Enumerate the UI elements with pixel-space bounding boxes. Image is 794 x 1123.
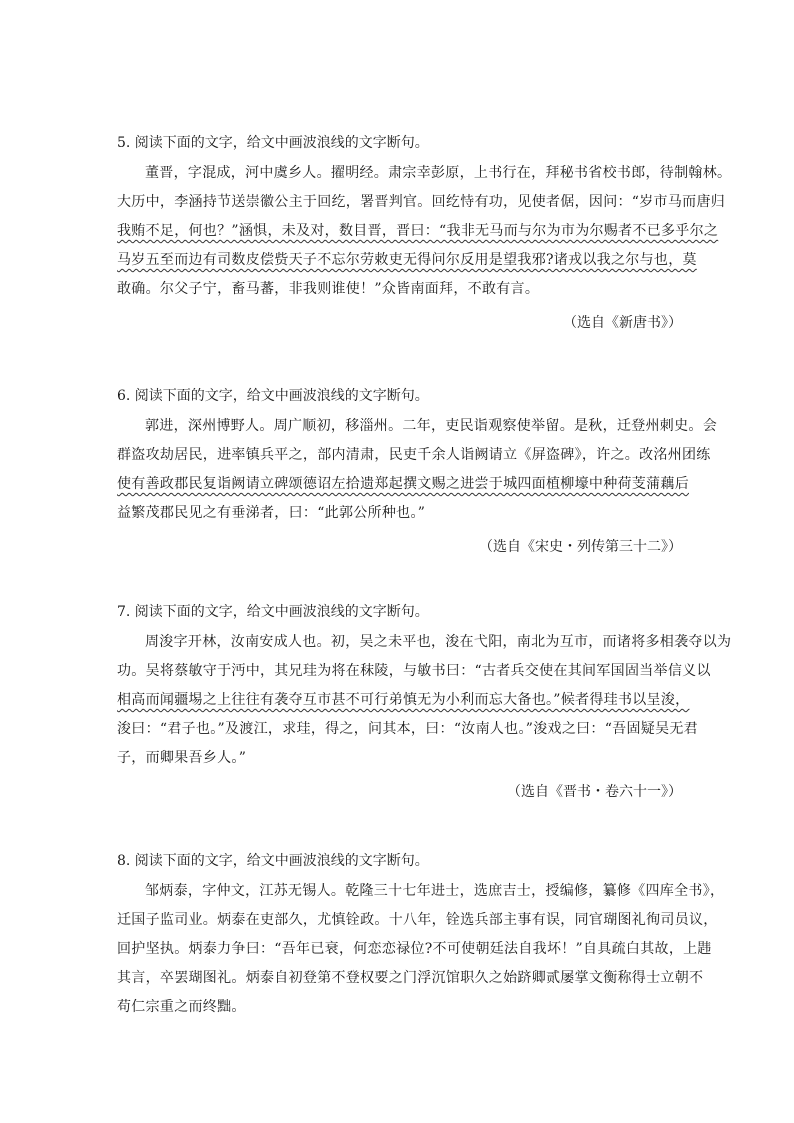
question-5 <box>117 132 732 334</box>
question-7 <box>117 601 732 803</box>
passage-line: 其言，卒罢瑚图礼。炳泰自初登第不登权要之门浮沉馆职久之始跻卿贰屡掌文衡称得士立朝不 <box>117 970 704 986</box>
passage-line: 功。吴将蔡敏守于沔中，其兄珪为将在秣陵，与敏书曰：“古者兵交使在其间军国固当举信义以 <box>117 663 711 679</box>
passage-line: 敢确。尔父子宁，畜马蕃，非我则谁使！”众皆南面拜，不敢有言。 <box>117 281 540 297</box>
passage-line: 迁国子监司业。炳泰在吏部久，尤慎铨政。十八年，铨选兵部主事有误，同官瑚图礼徇司员议， <box>117 912 718 928</box>
question-title: 8. 阅读下面的文字，给文中画波浪线的文字断句。 <box>117 853 429 869</box>
source-citation: （选自《新唐书》） <box>563 315 682 331</box>
passage-line: 大历中，李涵持节送崇徽公主于回纥，署晋判官。回纥恃有功，见使者倨，因问：“岁市马而唐归 <box>117 194 726 210</box>
question-6 <box>117 385 717 558</box>
passage-line: 郭进，深州博野人。周广顺初，移淄州。二年，吏民诣观察使举留。是秋，迁登州刺史。会 <box>145 418 717 434</box>
passage-line: 益繁茂郡民见之有垂涕者，曰：“此郭公所种也。” <box>117 505 426 521</box>
passage-line: 邹炳泰，字仲文，江苏无锡人。乾隆三十七年进士，选庶吉士，授编修，纂修《四库全书》， <box>145 883 725 899</box>
wavy-underlined-line: 相高而闻疆埸之上往往有袭夺互市甚不可行弟慎无为小利而忘大备也。”候者得珪书以呈浚， <box>117 692 690 708</box>
source-citation: （选自《宋史・列传第三十二》） <box>479 539 682 555</box>
question-title: 5. 阅读下面的文字，给文中画波浪线的文字断句。 <box>117 135 429 151</box>
passage-line: 浚曰：“君子也。”及渡江，求珪，得之，问其本，曰：“汝南人也。”浚戏之曰：“吾固疑吴无君 <box>117 721 698 737</box>
source-citation: （选自《晋书・卷六十一》） <box>507 784 682 800</box>
wavy-underlined-line: 使有善政郡民复诣阙请立碑颂德诏左拾遗郑起撰文赐之进尝于城四面植柳壕中种荷芰蒲藕后 <box>117 476 689 492</box>
wavy-underlined-line: 马岁五至而边有司数皮偿赀天子不忘尔劳敕吏无得问尔反用是望我邪?诸戎以我之尔与也，莫 <box>117 252 697 268</box>
passage-line: 周浚字开林，汝南安成人也。初，吴之未平也，浚在弋阳，南北为互市，而诸将多相袭夺以为 <box>145 634 732 650</box>
question-title: 6. 阅读下面的文字，给文中画波浪线的文字断句。 <box>117 388 429 404</box>
passage-line: 董晋，字混成，河中虞乡人。擢明经。肃宗幸彭原，上书行在，拜秘书省校书郎，待制翰林。 <box>145 165 732 181</box>
passage-line: 群盗攻劫居民，进率镇兵平之，部内清肃，民吏千余人诣阙请立《屏盗碑》，许之。改洺州团练 <box>117 447 711 463</box>
passage-line: 子，而卿果吾乡人。” <box>117 750 247 766</box>
wavy-underlined-line: 我贿不足，何也？”涵惧，未及对，数目晋，晋曰：“我非无马而与尔为市为尔赐者不已多乎尔之 <box>117 223 719 239</box>
question-title: 7. 阅读下面的文字，给文中画波浪线的文字断句。 <box>117 604 429 620</box>
passage-line: 苟仁宗重之而终黜。 <box>117 999 246 1015</box>
question-8 <box>117 850 725 1022</box>
passage-line: 回护坚执。炳泰力争曰：“吾年已衰，何恋恋禄位?不可使朝廷法自我坏！”自具疏白其故，上韪 <box>117 941 712 957</box>
